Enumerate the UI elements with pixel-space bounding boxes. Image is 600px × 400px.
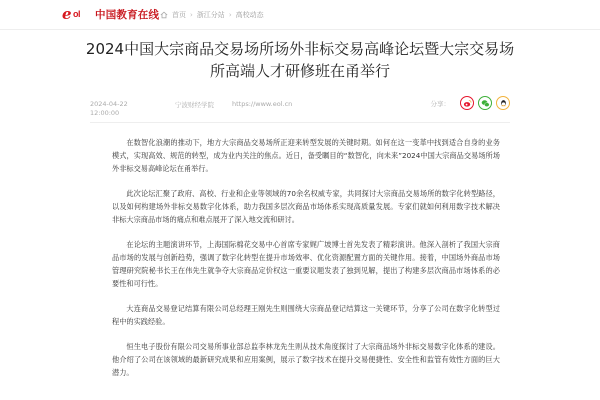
- article-source-url[interactable]: https://www.eol.cn: [232, 100, 293, 108]
- home-icon: [160, 11, 168, 19]
- breadcrumb: [160, 10, 264, 20]
- weibo-icon: [463, 99, 472, 108]
- site-name: 中国教育在线: [95, 9, 160, 21]
- weibo-share-button[interactable]: [460, 96, 474, 110]
- article-paragraph: 此次论坛汇聚了政府、高校、行业和企业等领域的70余名权威专家，共同探讨大宗商品交易场所的数字化转型路径，以及如何构建场外非标交易数字化体系，助力我国多层次商品市场体系实现高质量发展。专家们就如何利用数字技术解决非标大宗商品市场的痛点和难点展开了深入地交流和研讨。: [112, 189, 500, 224]
- breadcrumb-zhejiang[interactable]: 浙江分站: [196, 11, 225, 19]
- qq-icon: [499, 99, 508, 108]
- breadcrumb-university-news[interactable]: 高校动态: [235, 11, 264, 19]
- article-meta: [90, 100, 510, 120]
- article-paragraph: 大连商品交易登记结算有限公司总经理王刚先生则围绕大宗商品登记结算这一关键环节，分享了公司在数字化转型过程中的实践经验。: [112, 304, 500, 326]
- share-bar: [431, 96, 511, 110]
- breadcrumb-separator: ›: [190, 11, 193, 19]
- article-title: 2024中国大宗商品交易场所场外非标交易高峰论坛暨大宗交易场所高端人才研修班在甬举行: [85, 40, 515, 80]
- site-logo[interactable]: [62, 4, 160, 23]
- qq-share-button[interactable]: [496, 96, 510, 110]
- breadcrumb-separator: ›: [228, 11, 232, 19]
- publish-datetime: [90, 100, 140, 118]
- wechat-icon: [481, 99, 490, 108]
- breadcrumb-home[interactable]: 首页: [172, 11, 186, 19]
- eol-logo-mark: e ol: [62, 4, 80, 23]
- share-label: 分享：: [430, 99, 450, 108]
- wechat-share-button[interactable]: [478, 96, 492, 110]
- article-paragraph: 在数智化浪潮的推动下，地方大宗商品交易场所正迎来转型发展的关键时期。如何在这一变革中找到适合自身的业务模式，实现高效、规范的转型，成为业内关注的焦点。近日，备受瞩目的“数智化，向未来”2024中国大宗商品交易场所场外非标交易高峰论坛在甬举行。: [112, 138, 500, 173]
- top-bar: [0, 0, 600, 30]
- article-paragraph: 恒生电子股份有限公司交易所事业部总监李林龙先生则从技术角度探讨了大宗商品场外非标交易数字化体系的建设。他介绍了公司在该领域的最新研究成果和应用案例，展示了数字技术在提升交易便捷性、安全性和监管有效性方面的巨大潜力。: [112, 342, 500, 377]
- publish-date: 2024-04-22: [90, 100, 128, 108]
- publish-time: 12:00:00: [90, 109, 120, 117]
- article-source: 宁波财经学院: [175, 101, 214, 109]
- meta-divider: [90, 122, 510, 123]
- article-body: [112, 136, 500, 391]
- article-paragraph: 在论坛的主题演讲环节，上海国际棉花交易中心首席专家娓广坡博士首先发表了精彩演讲。他深入剖析了我国大宗商品市场的发展与创新趋势，强调了数字化转型在提升市场效率、优化资源配置方面的关键作用。接着，中国场外商品市场管理研究院秘书长王在伟先生就争夺大宗商品定价权这一重要议题发表了独到见解，提出了构建多层次商品市场体系的必要性和可行性。: [112, 240, 500, 288]
